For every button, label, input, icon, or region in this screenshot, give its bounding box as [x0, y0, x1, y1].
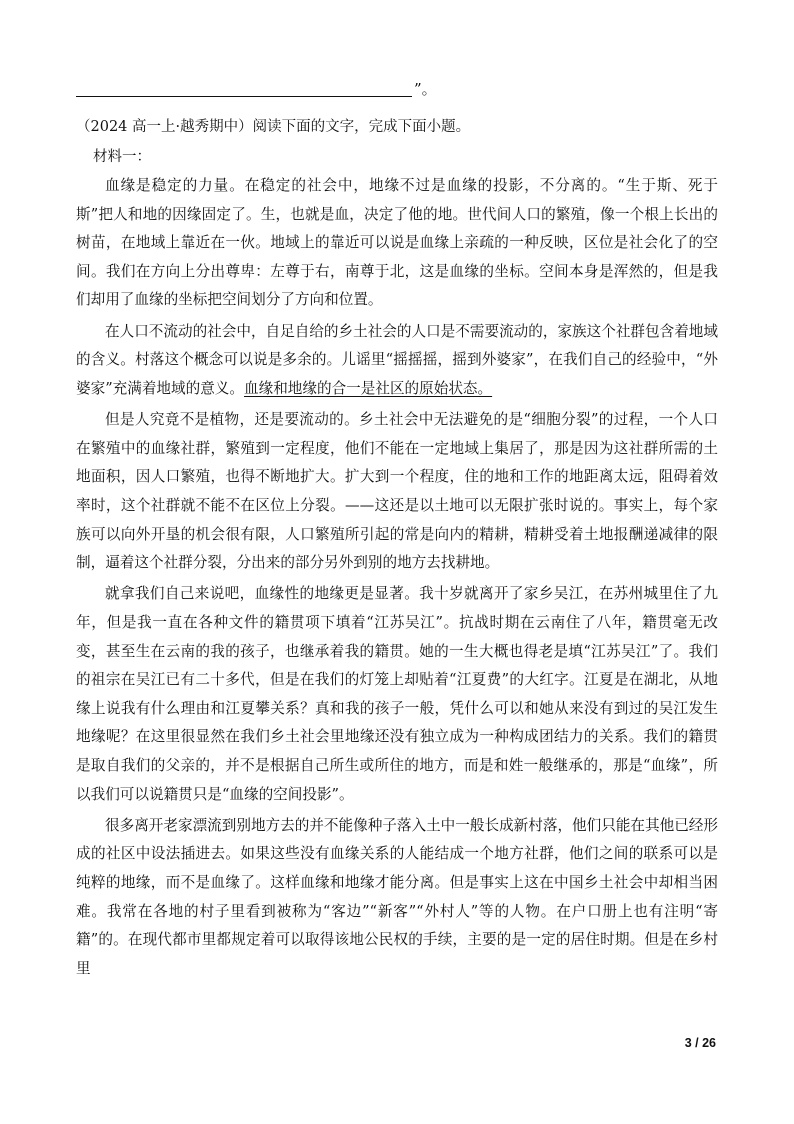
material-label: 材料一：: [93, 149, 151, 165]
closing-quote-punctuation: ”。: [414, 80, 437, 98]
fill-in-blank-line: [76, 80, 437, 100]
underlined-sentence: 血缘和地缘的合一是社区的原始状态。: [244, 379, 493, 397]
paragraph-text: 就拿我们自己来说吧，血缘性的地缘更是显著。我十岁就离开了家乡吴江，在苏州城里住了九年，但是我一直在各种文件的籍贯项下填着“江苏吴江”。抗战时期在云南住了八年，籍贯毫无改变，甚至生在云南的我的孩子，也继承着我的籍贯。她的一生大概也得老是填“江苏吴江”了。我们的祖宗在吴江已有二十多代，但是在我们的灯笼上却贴着“江夏费”的大红字。江夏是在湖北，从地缘上说我有什么理由和江夏攀关系？真和我的孩子一般，凭什么可以和她从来没有到过的吴江发生地缘呢？在这里很显然在我们乡土社会里地缘还没有独立成为一种构成团结力的关系。我们的籍贯是取自我们的父亲的，并不是根据自己所生或所住的地方，而是和姓一般继承的，那是“血缘”，所以我们可以说籍贯只是“血缘的空间投影”。: [76, 585, 718, 803]
question-header: （2024 高一上·越秀期中）阅读下面的文字，完成下面小题。: [76, 119, 471, 135]
page-number: 3 / 26: [684, 1036, 716, 1050]
paragraph-text: 血缘是稳定的力量。在稳定的社会中，地缘不过是血缘的投影，不分离的。“生于斯、死于斯”把人和地的因缘固定了。生，也就是血，决定了他的地。世代间人口的繁殖，像一个根上长出的树苗，在地域上靠近在一伙。地域上的靠近可以说是血缘上亲疏的一种反映，区位是社会化了的空间。我们在方向上分出尊卑：左尊于右，南尊于北，这是血缘的坐标。空间本身是浑然的，但是我们却用了血缘的坐标把空间划分了方向和位置。: [76, 177, 718, 309]
paragraph-text: 但是人究竟不是植物，还是要流动的。乡土社会中无法避免的是“细胞分裂”的过程，一个人口在繁殖中的血缘社群，繁殖到一定程度，他们不能在一定地域上集居了，那是因为这社群所需的土地面积，因人口繁殖，也得不断地扩大。扩大到一个程度，住的地和工作的地距离太远，阻碍着效率时，这个社群就不能不在区位上分裂。——这还是以土地可以无限扩张时说的。事实上，每个家族可以向外开垦的机会很有限，人口繁殖所引起的常是向内的精耕，精耕受着土地报酬递减律的限制，逼着这个社群分裂，分出来的部分另外到别的地方去找耕地。: [76, 411, 718, 572]
paragraph-2: [76, 318, 718, 404]
paragraph-4: [76, 580, 718, 809]
answer-blank-rule: [76, 96, 412, 97]
paragraph-1: [76, 172, 718, 315]
paragraph-text: 在人口不流动的社会中，自足自给的乡土社会的人口是不需要流动的，家族这个社群包含着地域的含义。村落这个概念可以说是多余的。儿谣里“摇摇摇，摇到外婆家”，在我们自己的经验中，“外婆家”充满着地域的意义。: [76, 322, 718, 397]
paragraph-5: [76, 812, 718, 984]
material-body: [76, 172, 718, 983]
paragraph-text: 很多离开老家漂流到别地方去的并不能像种子落入土中一般长成新村落，他们只能在其他已经形成的社区中设法插进去。如果这些没有血缘关系的人能结成一个地方社群，他们之间的联系可以是纯粹的地缘，而不是血缘了。这样血缘和地缘才能分离。但是事实上这在中国乡土社会中却相当困难。我常在各地的村子里看到被称为“客边”“新客”“外村人”等的人物。在户口册上也有注明“寄籍”的。在现代都市里都规定着可以取得该地公民权的手续，主要的是一定的居住时期。但是在乡村里: [76, 816, 718, 977]
paragraph-3: [76, 406, 718, 578]
